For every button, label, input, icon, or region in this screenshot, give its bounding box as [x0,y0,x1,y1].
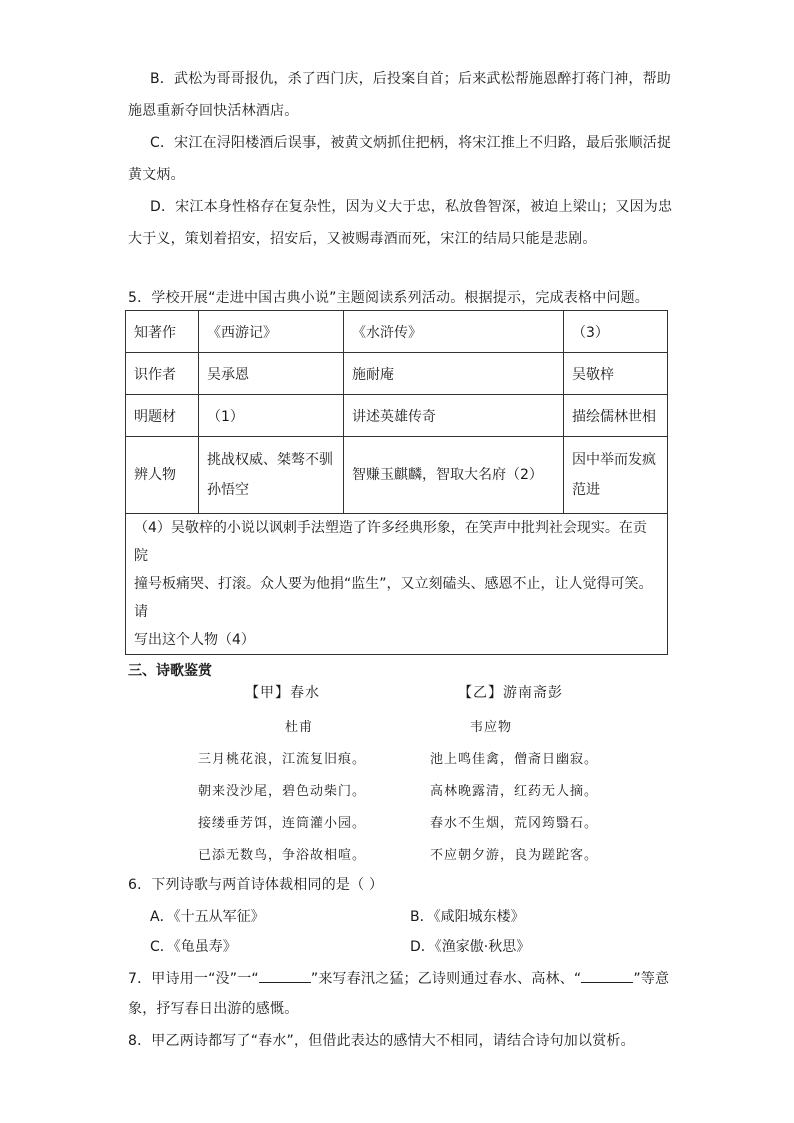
poem-b-author: 韦应物 [470,720,513,735]
poem-b-line: 不应朝夕游，良为蹉跎客。 [430,848,599,863]
table-row [126,395,668,437]
option-b-line2: 施恩重新夺回快活林酒店。 [128,103,299,119]
table-cell: （1） [199,395,344,437]
table-cell: 描绘儒林世相 [564,395,668,437]
option-d-line2: 大于义，策划着招安，招安后，又被赐毒酒而死，宋江的结局只能是悲剧。 [128,231,597,247]
question-7-text: ”等意 [633,971,670,987]
question-7-text: ”来写春汛之猛；乙诗则通过春水、高林、“ [310,971,582,987]
question-6-option-c: C．《龟虽寿》 [150,939,237,955]
table-cell: 施耐庵 [344,353,564,395]
table-cell: （3） [564,311,668,353]
table-cell [126,514,668,655]
reading-table [125,310,668,655]
table-cell: 智赚玉麒麟，智取大名府（2） [344,437,564,514]
poem-a-line: 朝来没沙尾，碧色动柴门。 [198,784,367,799]
table-cell [564,437,668,514]
table-cell: 吴敬梓 [564,353,668,395]
cell-text: 写出这个人物（4） [134,632,255,648]
poem-a-author: 杜甫 [285,720,314,735]
table-cell: 明题材 [126,395,199,437]
option-c-line2: 黄文炳。 [128,167,185,183]
table-row [126,311,668,353]
poem-a-line: 接缕垂芳饵，连筒灌小园。 [198,816,367,831]
poem-b-line: 池上鸣佳禽，僧斋日幽寂。 [430,752,599,767]
table-cell: 知著作 [126,311,199,353]
question-6-option-a: A．《十五从军征》 [150,909,265,925]
table-row [126,353,668,395]
table-cell: 《水浒传》 [344,311,564,353]
answer-blank[interactable] [581,970,633,983]
option-d-line1: D．宋江本身性格存在复杂性，因为义大于忠，私放鲁智深，被迫上梁山；又因为忠 [150,199,673,215]
cell-text: （4）吴敬梓的小说以讽刺手法塑造了许多经典形象，在笑声中批判社会现实。在贡院 [134,520,647,564]
section-heading: 三、诗歌鉴赏 [128,663,212,679]
table-cell: 讲述英雄传奇 [344,395,564,437]
poem-b-line: 高林晚露清，红药无人摘。 [430,784,599,799]
table-cell: 《西游记》 [199,311,344,353]
question-6-option-d: D．《渔家傲·秋思》 [410,939,531,955]
cell-text: 因中举而发疯 [572,452,656,468]
table-cell: 识作者 [126,353,199,395]
table-cell: 吴承恩 [199,353,344,395]
poem-a-title: 【甲】春水 [245,685,320,701]
question-7-line2: 象，抒写春日出游的感慨。 [128,1001,299,1017]
poem-a-line: 三月桃花浪，江流复旧痕。 [198,752,367,767]
cell-text: 范进 [572,482,600,498]
question-5-stem: 5．学校开展“走进中国古典小说”主题阅读系列活动。根据提示，完成表格中问题。 [128,290,650,306]
question-6-stem: 6．下列诗歌与两首诗体裁相同的是（ ） [128,877,384,893]
table-cell [199,437,344,514]
question-8-stem: 8．甲乙两诗都写了“春水”，但借此表达的感情大不相同，请结合诗句加以赏析。 [128,1033,635,1049]
poem-a-line: 已添无数鸟，争浴故相喧。 [198,848,367,863]
poem-b-title: 【乙】游南斋彭 [458,685,563,701]
question-6-option-b: B．《咸阳城东楼》 [410,909,525,925]
question-7-line1 [128,968,669,988]
table-row [126,514,668,655]
cell-text: 撞号板痛哭、打滚。众人要为他捐“监生”，又立刻磕头、感恩不止，让人觉得可笑。请 [134,576,653,620]
question-7-text: 7．甲诗用一“没”一“ [128,971,259,987]
table-cell: 辨人物 [126,437,199,514]
cell-text: 挑战权威、桀骜不驯 [207,452,333,468]
poem-b-line: 春水不生烟，荒冈筠翳石。 [430,816,599,831]
cell-text: 孙悟空 [207,482,249,498]
option-c-line1: C．宋江在浔阳楼酒后误事，被黄文炳抓住把柄，将宋江推上不归路，最后张顺活捉 [150,135,672,151]
table-row [126,437,668,514]
option-b-line1: B．武松为哥哥报仇，杀了西门庆，后投案自首；后来武松帮施恩醉打蒋门神，帮助 [150,71,672,87]
answer-blank[interactable] [259,970,311,983]
